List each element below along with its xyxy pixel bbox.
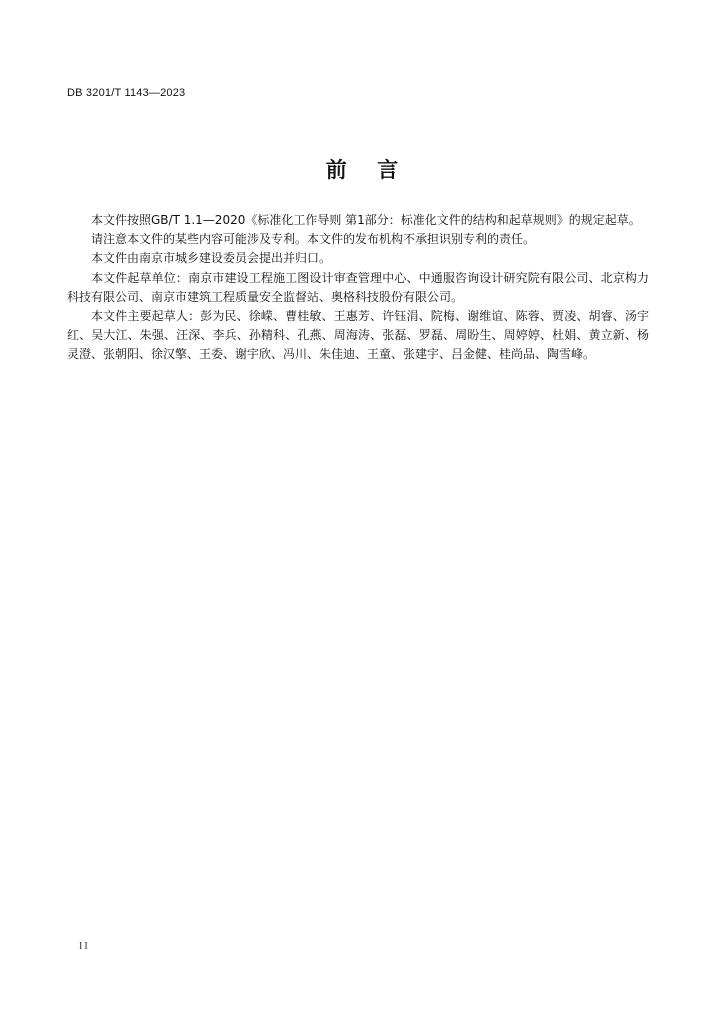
paragraph-proposer: 本文件由南京市城乡建设委员会提出并归口。 <box>91 251 332 266</box>
standard-number: DB 3201/T 1143—2023 <box>67 87 186 99</box>
page-number: II <box>79 941 90 952</box>
paragraph-drafting-units: 本文件起草单位：南京市建设工程施工图设计审查管理中心、中通服咨询设计研究院有限公司、北京构力科技有限公司、南京市建筑工程质量安全监督站、奥格科技股份有限公司。 <box>67 270 649 304</box>
foreword-body <box>67 211 649 365</box>
paragraph-drafters: 本文件主要起草人：彭为民、徐嵘、曹桂敏、王惠芳、许钰涓、院梅、谢维谊、陈蓉、贾凌、胡睿、汤宇红、吴大江、朱强、汪深、李兵、孙精科、孔燕、周海涛、张磊、罗磊、周盼生、周婷婷、杜娟、黄立新、杨灵澄、张朝阳、徐汉擎、王委、谢宇欣、冯川、朱佳迪、王童、张建宇、吕金健、桂尚品、陶雪峰。 <box>67 309 649 362</box>
foreword-title: 前 言 <box>325 158 410 182</box>
paragraph-patent-notice: 请注意本文件的某些内容可能涉及专利。本文件的发布机构不承担识别专利的责任。 <box>91 232 536 247</box>
paragraph-drafting-rules: 本文件按照GB/T 1.1—2020《标准化工作导则 第1部分：标准化文件的结构和起草规则》的规定起草。 <box>91 213 641 227</box>
